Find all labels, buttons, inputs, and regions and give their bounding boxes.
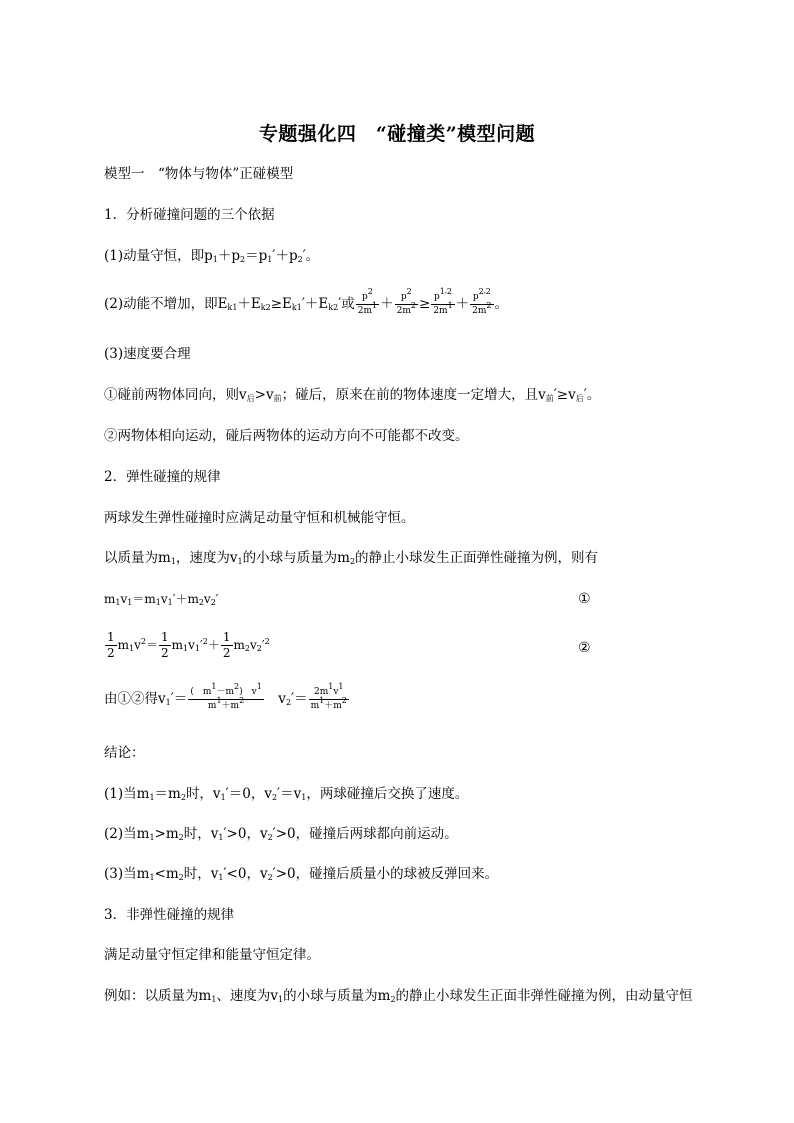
derived-velocities: 由①②得$v_1'=$ $\frac{( m^1-m^2) v^1}{m^1+m^2}$ $v_2'=$ $\frac{2m^1v^1}{m^1+m^2}$ bbox=[104, 682, 347, 711]
conclusion-heading: 结论： bbox=[104, 745, 145, 761]
inelastic-example: 例如：以质量为$m_1$、速度为$v_1$的小球与质量为$m_2$的静止小球发生正面非弹性碰撞为例，由动量守恒 bbox=[104, 988, 693, 1004]
model-heading: 模型一 “物体与物体”正碰模型 bbox=[104, 166, 294, 182]
equation-2-mark: ② bbox=[578, 640, 591, 656]
conclusion-3: (3)当$m_1<m_2$时，$v_1'<0$，$v_2'>0$，碰撞后质量小的球被反弹回来。 bbox=[104, 866, 499, 882]
page-title: 专题强化四 “碰撞类”模型问题 bbox=[258, 123, 536, 145]
section-3-heading: 3．非弹性碰撞的规律 bbox=[104, 907, 235, 923]
momentum-conservation-line: (1)动量守恒，即$p_1+p_2=p_1'+p_2'$。 bbox=[104, 248, 320, 264]
elastic-example: 以质量为$m_1$，速度为$v_1$的小球与质量为$m_2$的静止小球发生正面弹性碰撞为例，则有 bbox=[104, 550, 599, 566]
kinetic-energy-line: (2)动能不增加，即$E_{k1}+E_{k2}\ge E_{k1}'+E_{k2}'$或 $\frac{p^2}{2m^1}$ ＋ $\frac{p^2}{2m^2}$ ≥ $\frac{p^1'^2}{2m^1}$ ＋ $\frac{p^2'^2}{2m^2}$ 。 bbox=[104, 287, 509, 316]
equation-2: $\frac{1}{2}$ $m_1v^2=$ $\frac{1}{2}$ $m_1v_1'^2+$ $\frac{1}{2}$ $m_2v_2'^2$ bbox=[107, 630, 270, 660]
inelastic-statement: 满足动量守恒定律和能量守恒定律。 bbox=[104, 947, 320, 963]
elastic-statement: 两球发生弹性碰撞时应满足动量守恒和机械能守恒。 bbox=[104, 510, 415, 526]
conclusion-1: (1)当$m_1=m_2$时，$v_1'=0$，$v_2'=v_1$，两球碰撞后交换了速度。 bbox=[104, 786, 469, 802]
equation-1-mark: ① bbox=[578, 591, 591, 607]
conclusion-2: (2)当$m_1>m_2$时，$v_1'>0$，$v_2'>0$，碰撞后两球都向前运动。 bbox=[104, 826, 458, 842]
section-1-heading: 1．分析碰撞问题的三个依据 bbox=[104, 207, 275, 223]
section-2-heading: 2．弹性碰撞的规律 bbox=[104, 469, 221, 485]
velocity-reasonable: (3)速度要合理 bbox=[104, 346, 191, 362]
opposite-direction-line: ②两物体相向运动，碰后两物体的运动方向不可能都不改变。 bbox=[104, 428, 469, 444]
equation-1: $m_1v_1=m_1v_1'+m_2v_2'$ bbox=[104, 592, 219, 607]
same-direction-line: ①碰前两物体同向，则$v_后>v_前$；碰后，原来在前的物体速度一定增大，且$v_前'\ge v_后'$。 bbox=[104, 387, 601, 403]
